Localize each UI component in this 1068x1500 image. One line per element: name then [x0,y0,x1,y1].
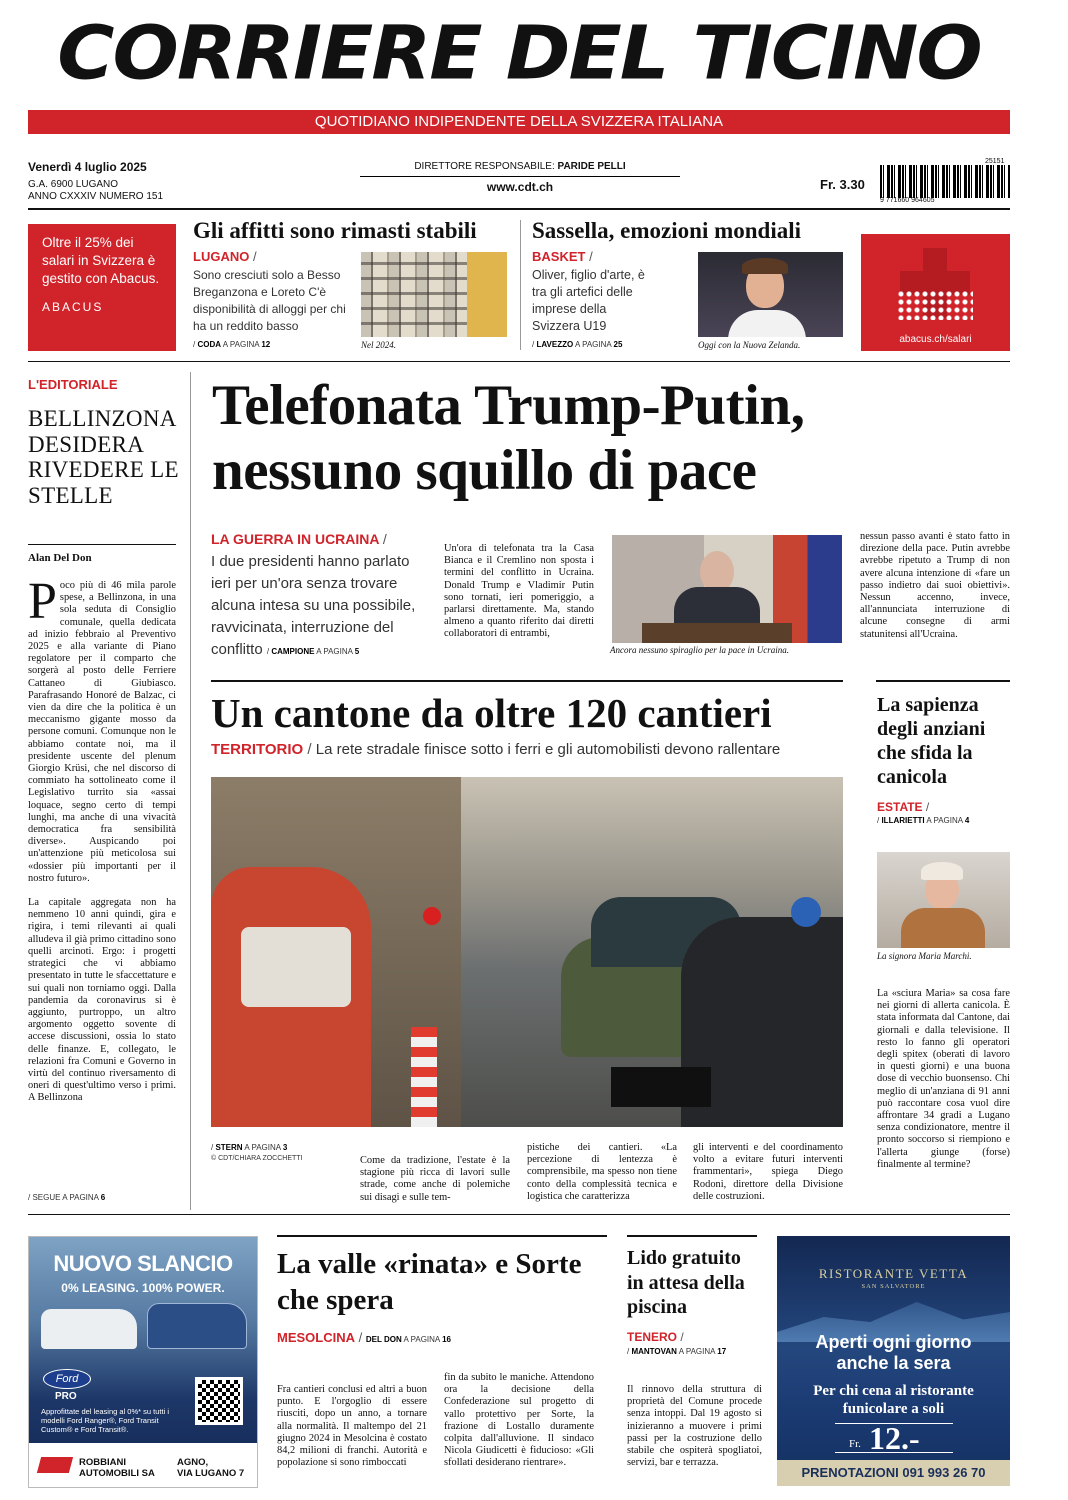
editorial-ref: / SEGUE A PAGINA 6 [28,1193,106,1202]
truck-icon [41,1309,137,1349]
teaser1-kicker: LUGANO / [193,249,257,264]
bottom1-col2: fin da subito le maniche. Attendono ora la decisione della Confederazione sul progetto di vallo protettivo per Sorte, la frazione di Lostallo duramente colpita dall'alluvione. Il sindaco Nicola Giudicetti è fiducioso: «Gli sfollati desiderano rientrare». [444,1372,594,1469]
second-col2: pistiche dei cantieri. «La percezione di lentezza è comprensibile, ma spesso non tiene conto della complessità tecnica e logistica che caratterizza [527,1142,677,1202]
van-icon [147,1303,247,1349]
photo-credit: © CDT/CHIARA ZOCCHETTI [211,1155,303,1162]
second-subline: TERRITORIO / La rete stradale finisce sotto i ferri e gli automobilisti devono rallentare [211,741,781,758]
bottom2-ref: / MANTOVAN A PAGINA 17 [627,1347,727,1356]
teaser2-caption: Oggi con la Nuova Zelanda. [698,340,801,350]
abacus-ad[interactable] [28,224,176,351]
barcode-digits: 9 771660 964605 [880,197,935,204]
vetta-price-box [835,1420,953,1456]
dealer-address: AGNO, VIA LUGANO 7 [177,1457,245,1479]
lead-col2: nessun passo avanti è stato fatto in direzione della pace. Putin avrebbe avrebbe ripetuto a Trump di non avere alcuna intenzione di «fare un passo indietro dai suoi obiettivi». Nessun accenno, invece, all'annunciata interruzione di alcune consegne di armi statunitensi all'Ucraina. [860,531,1010,640]
edition-info: ANNO CXXXIV NUMERO 151 [28,191,164,202]
barcode [880,165,1010,198]
side-kicker: ESTATE / [877,800,930,814]
second-col1: Come da tradizione, l'estate è la stagione più ricca di lavori sulle strade, come anche di polemiche sui disagi e sulle tem- [360,1155,510,1203]
teaser2-kicker: BASKET / [532,249,593,264]
side-body: La «sciura Maria» sa cosa fare nei giorni di allerta canicola. È stata informata dal Cantone, dai giornali e dalla televisione. Il resto lo fanno gli operatori degli spitex (oberati di lavoro in questi giorni) e una buona dose di vecchio buonsenso. Chi meglio di un'anziana di 91 anni può raccontare cosa vuol dire affrontare 34 gradi a Lugano senza condizionatore, mentre il pronto soccorso si riempiono e l'allerta giunge (forse) finalmente al termine? [877,988,1010,1170]
bottom1-col1: Fra cantieri conclusi ed altri a buon punto. E l'orgoglio di essere riusciti, dopo un anno, a tornare alla normalità. Il maltempo del 21 giugno 2024 in Mesolcina è costato 84,2 milioni di franchi. Autorità e popolazione si sono rimboccati [277,1384,427,1469]
vetta-place: SAN SALVATORE [861,1283,926,1290]
vetta-line4: funicolare a soli [842,1401,945,1417]
ford-fine-print: Approfittate del leasing al 0%* su tutti i modelli Ford Ranger®, Ford Transit Custom® e Ford Transit®. [41,1407,169,1434]
bottom1-headline[interactable]: La valle «rinata» e Sorte che spera [277,1248,582,1316]
teaser1-text: Sono cresciuti solo a Besso Breganzona e Loreto C'è disponibilità di alloggi per chi ha un reddito basso [193,268,346,333]
side-ref: / ILLARIETTI A PAGINA 4 [877,816,970,825]
putin-photo [612,535,842,643]
editorial-label: L'EDITORIALE [28,377,118,392]
abacus-ad-text: Oltre il 25% dei salari in Svizzera è gestito con Abacus. [42,235,160,286]
side-headline[interactable]: La sapienza degli anziani che sfida la canicola [877,694,986,788]
dealer-logo [37,1457,73,1473]
side-caption: La signora Maria Marchi. [877,951,972,961]
lead-caption: Ancora nessuno spiraglio per la pace in Ucraina. [610,645,789,655]
lead-summary: I due presidenti hanno parlato ieri per un'ora senza trovare alcuna intesa su una possibile, ravvicinata, interruzione del conflitto / CAMPIONE A PAGINA 5 [211,553,416,658]
ford-ad-title: NUOVO SLANCIO [53,1251,233,1276]
director-name: PARIDE PELLI [557,161,626,172]
barcode-top: 25151 [985,158,1005,165]
tagline-bar: QUOTIDIANO INDIPENDENTE DELLA SVIZZERA ITALIANA [28,110,1010,134]
teaser2-text: Oliver, figlio d'arte, è tra gli artefici delle imprese della Svizzera U19 [532,268,645,333]
lead-col1: Un'ora di telefonata tra la Casa Bianca e il Cremlino non sposta i termini del conflitto in Ucraina. Donald Trump e Vladimir Putin sono tornati, ieri pomeriggio, a parlarsi direttamente. Ma, stando almeno a quanto riferito dai diretti collaboratori di entrambi, [444,543,594,640]
vetta-currency: Fr. [849,1438,861,1450]
teaser2-ref: / LAVEZZO A PAGINA 25 [532,340,623,349]
ford-ad[interactable] [28,1236,258,1488]
vetta-line2: anche la sera [836,1353,951,1373]
vetta-line3: Per chi cena al ristorante [813,1383,974,1399]
editorial-body [28,573,176,1105]
editorial-title[interactable]: BELLINZONA DESIDERA RIVEDERE LE STELLE [28,406,179,508]
vetta-name: RISTORANTE VETTA [818,1266,969,1281]
bottom2-kicker: TENERO / [627,1330,684,1344]
second-ref: / STERN A PAGINA 3 [211,1143,288,1152]
abacus-ad-right[interactable] [861,234,1010,351]
lead-kicker: LA GUERRA IN UCRAINA / [211,531,387,547]
building-photo [361,252,507,337]
traffic-photo [211,777,843,1127]
second-col3: gli interventi e del coordinamento volto a evitare futuri interventi frammentari», spiega Diego Rodoni, direttore della Divisione delle costruzioni. [693,1142,843,1202]
vetta-line1: Aperti ogni giorno [815,1332,972,1352]
vetta-price: 12.- [869,1420,920,1456]
qr-code[interactable] [195,1377,243,1425]
abacus-logo: ABACUS [42,300,104,314]
masthead-title: CORRIERE DEL TICINO [57,11,981,97]
editorial-para2: La capitale aggregata non ha nemmeno 10 anni quindi, gira e rigira, i temi rilevanti ai quali alludeva il già primo cittadino sono quelli arcinoti. Ergo: i progetti strategici che vi abbiamo presentato in tutte le sfaccettature e sui quali non torniamo oggi. Dalla pandemia da coronavirus si è aggiunto, purtroppo, un altro argomento oggetto sovente di accese discussioni, ossia lo stato delle finanze. E, collegato, le relazioni fra Comuni e Governo in virtù del continuo riversamento di oneri di quest'ultimo verso i primi. A Bellinzona [28,897,176,1104]
second-summary: La rete stradale finisce sotto i ferri e gli automobilisti devono rallentare [315,741,781,758]
director-line [360,161,680,177]
price: Fr. 3.30 [820,177,865,192]
ford-pro: PRO [55,1391,77,1402]
teaser2-title[interactable]: Sassella, emozioni mondiali [532,218,801,243]
website-link[interactable]: www.cdt.ch [486,180,554,194]
bottom2-body: Il rinnovo della struttura di proprietà del Comune procede senza intoppi. Dal 19 agosto si inizieranno a muovere i primi passi per la costruzione dello stabile che ospiterà spogliatoi, servizi, bar e terrazza. [627,1384,762,1469]
issue-date: Venerdì 4 luglio 2025 [28,160,147,174]
second-headline[interactable]: Un cantone da oltre 120 cantieri [211,690,772,736]
ford-logo: Ford [43,1369,91,1389]
bottom2-headline[interactable]: Lido gratuito in attesa della piscina [627,1247,745,1318]
vetta-booking[interactable]: PRENOTAZIONI 091 993 26 70 [777,1460,1010,1486]
vetta-ad[interactable] [777,1236,1010,1486]
bottom1-kicker-line: MESOLCINA / DEL DON A PAGINA 16 [277,1330,451,1345]
basketball-photo [698,252,843,337]
editorial-para1: oco più di 46 mila parole spese, a Bellinzona, in una sola seduta di Consiglio comunale, quella dedicata ad inizio febbraio al Preventivo 2025 e alla variante di Piano regolatore per il comparto che sorgerà al posto delle Ferriere Cattaneo di Giubiasco. Parafrasando Honoré de Balzac, ci vien da dire che la politica è un meccanismo gigante mosso da persone comuni. Comunque non le abbiamo contate noi, ma il presidente uscente del plenum Giorgio Krüsi, che nel discorso di commiato ha sottolineato come il Legislativo turrito sia «assai loquace, segno certo di tempi lunghi, ma anche di una vivacità democratica fra sensibilità diverse». Auspicando poi un'attenzione più meticolosa sui «dossier più importanti per il nostro futuro». [28,580,176,884]
dropcap: P [28,573,57,630]
dealer-name: ROBBIANI AUTOMOBILI SA [79,1457,155,1479]
postal-info: G.A. 6900 LUGANO [28,179,119,190]
abacus-url[interactable]: abacus.ch/salari [899,334,972,345]
elderly-woman-photo [877,852,1010,948]
editorial-author: Alan Del Don [28,552,92,564]
teaser1-title[interactable]: Gli affitti sono rimasti stabili [193,218,477,243]
second-kicker: TERRITORIO [211,741,304,758]
director-label: DIRETTORE RESPONSABILE: [414,161,555,172]
teaser1-caption: Nel 2024. [361,340,396,350]
ford-ad-subtitle: 0% LEASING. 100% POWER. [61,1281,225,1295]
teaser1-ref: / CODA A PAGINA 12 [193,340,271,349]
lead-headline[interactable]: Telefonata Trump-Putin, nessuno squillo di pace [212,374,805,502]
